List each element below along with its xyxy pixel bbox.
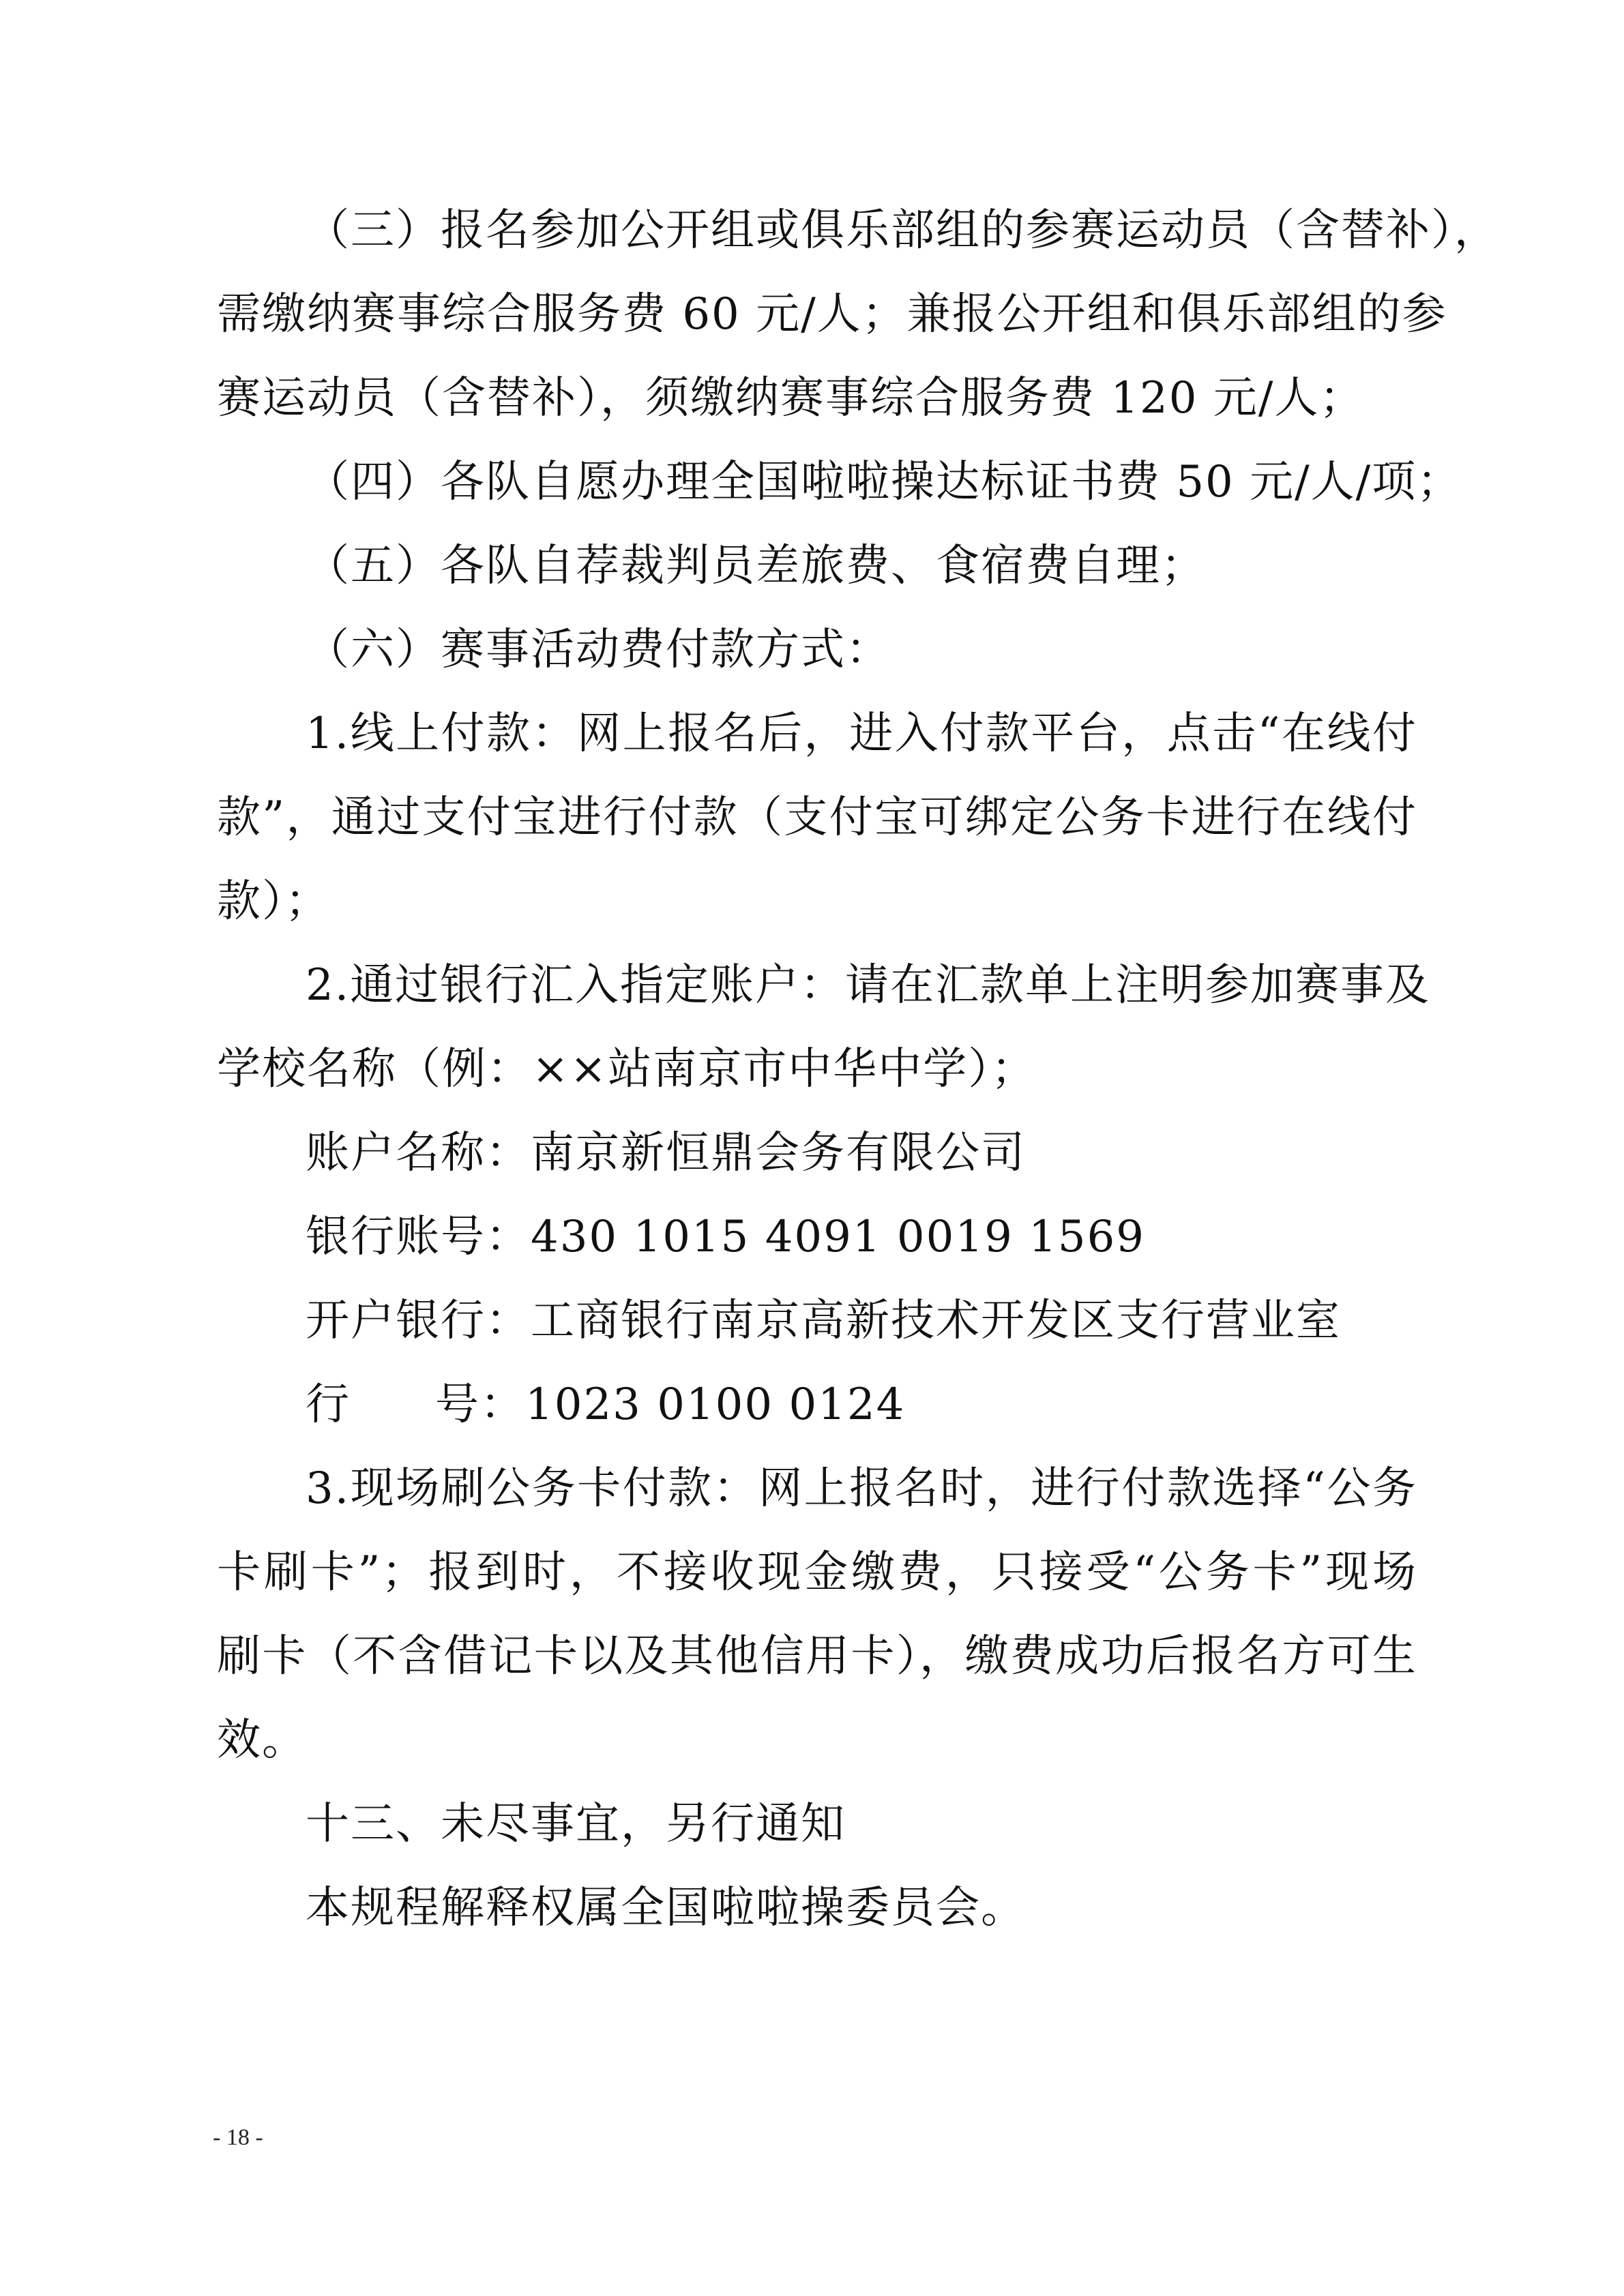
bank-code-label-left: 行 <box>306 1380 351 1430</box>
paragraph-line: 需缴纳赛事综合服务费 60 元/人；兼报公开组和俱乐部组的参 <box>217 289 1447 340</box>
account-number-line: 银行账号：430 1015 4091 0019 1569 <box>306 1212 1146 1262</box>
section-heading: 十三、未尽事宜，另行通知 <box>306 1799 846 1849</box>
bank-code-label-right: 号： <box>435 1380 525 1430</box>
paragraph-line: 3.现场刷公务卡付款：网上报名时，进行付款选择“公务 <box>306 1463 1417 1514</box>
paragraph-line: 本规程解释权属全国啦啦操委员会。 <box>306 1883 1026 1933</box>
paragraph-line: 卡刷卡”；报到时，不接收现金缴费，只接受“公务卡”现场 <box>217 1547 1417 1598</box>
paragraph-line: （六）赛事活动费付款方式： <box>306 625 891 675</box>
paragraph-line: （五）各队自荐裁判员差旅费、食宿费自理； <box>306 541 1206 591</box>
paragraph-line: 款”，通过支付宝进行付款（支付宝可绑定公务卡进行在线付 <box>217 792 1417 843</box>
account-name-line: 账户名称：南京新恒鼎会务有限公司 <box>306 1128 1026 1178</box>
paragraph-line: 学校名称（例：××站南京市中华中学）； <box>217 1044 1037 1094</box>
page-number: - 18 - <box>213 2125 263 2150</box>
paragraph-line: 款）； <box>217 876 330 927</box>
bank-code-value: 1023 0100 0124 <box>525 1380 906 1430</box>
paragraph-line: 赛运动员（含替补），须缴纳赛事综合服务费 120 元/人； <box>217 373 1365 423</box>
paragraph-line: （三）报名参加公开组或俱乐部组的参赛运动员（含替补）， <box>306 205 1499 256</box>
paragraph-line: 效。 <box>217 1715 307 1765</box>
bank-branch-line: 开户银行：工商银行南京高新技术开发区支行营业室 <box>306 1296 1341 1346</box>
paragraph-line: （四）各队自愿办理全国啦啦操达标证书费 50 元/人/项； <box>306 457 1462 507</box>
paragraph-line: 刷卡（不含借记卡以及其他信用卡），缴费成功后报名方可生 <box>217 1631 1417 1682</box>
bank-code-line <box>306 1377 1417 1432</box>
paragraph-line: 2.通过银行汇入指定账户：请在汇款单上注明参加赛事及 <box>306 960 1431 1011</box>
paragraph-line: 1.线上付款：网上报名后，进入付款平台，点击“在线付 <box>306 709 1417 759</box>
